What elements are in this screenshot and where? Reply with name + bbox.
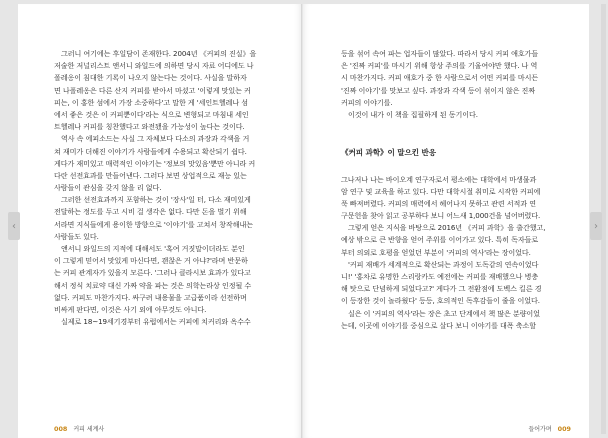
text-line: 없다. 커피도 마찬가지다. 싸구려 내용물을 고급품이라 선전하며 xyxy=(54,292,247,302)
text-line: 부터 의외로 호평을 얻었던 부분이 '커피의 역사'라는 장이었다. xyxy=(341,247,531,257)
text-line: 는데, 이곳에 이야기를 중심으로 살다 보니 이야기를 대폭 축소할 xyxy=(341,320,536,330)
text-line: 다란 선전효과를 만들어낸다. 그러다 보면 상업적으로 재능 있는 xyxy=(54,170,247,180)
text-line: 피는, 이 홍한 섬에서 가장 소중하다'고 말한 게 '세인트헬레나 섬 xyxy=(54,97,249,107)
text-line: 그러한 선전효과까지 포함하는 것이 '장사'일 터, 다소 재미있게 xyxy=(61,195,251,205)
text-line: 그렇게 얻은 지식을 바탕으로 2016년 《커피 과학》을 출간했고, xyxy=(348,223,546,233)
text-line: 해서 정식 치료약 대신 가짜 약을 파는 것은 의학는라상 인정될 수 xyxy=(54,280,252,290)
text-line: 에서 좋은 것은 이 커피뿐이다'라는 식으로 변형되고 마침내 세인 xyxy=(54,109,249,119)
text-line: 전달하는 정도를 두고 시비 걸 생각은 없다. 다만 돈을 벌기 위해 xyxy=(54,207,247,217)
chevron-right-icon: › xyxy=(594,220,598,232)
text-line: 비싸게 판다면, 이것은 사기 외에 아무것도 아니다. xyxy=(54,304,207,314)
text-line: 그러니 여기에는 후일담이 존재한다. 2004년 《커피의 진실》을 xyxy=(61,49,257,58)
text-line: 해 탓으로 단념하게 되었다고?' 게다가 그 전환점에 도벡스 킬른 경 xyxy=(341,284,542,294)
right-folio xyxy=(528,424,571,433)
text-line: '커피 재배가 세계적으로 확산되는 과정이 도독같의 연속이었다 xyxy=(348,259,539,269)
text-line: 서라면 지식들에게 용이한 방향으로 '이야기'를 고쳐서 창작해내는 xyxy=(54,219,253,229)
text-line: 쳐 재미가 더해진 이야기가 사람들에게 수용되고 확산되기 쉽다. xyxy=(54,146,247,156)
text-line: 구문헌을 찾아 읽고 공부하다 보니 어느새 1,000건을 넘어버렸다. xyxy=(341,211,541,221)
text-line: 실제로 18~19세기경부터 유럽에서는 커피에 치커리와 옥수수 xyxy=(61,317,251,327)
text-line: 사람들도 있다. xyxy=(54,231,99,241)
text-line: 저술한 저널리스트 앤서니 와일드에 의하면 당시 자료 어디에도 나 xyxy=(54,61,254,71)
text-line: 는 커피 관계자가 있을지 모른다. '그러나 클라시보 효과가 있다고 xyxy=(54,268,251,278)
text-line: 이 등장한 것이 놀라웠다' 등등, 호의적인 독후감들이 줄을 이었다. xyxy=(341,296,540,306)
text-line: 등을 섞어 속여 파는 업자들이 많았다. 따라서 당시 커피 애호가들 xyxy=(341,49,539,58)
left-page xyxy=(18,4,302,438)
running-title-right: 들어가며 xyxy=(528,426,552,433)
text-line: 커피의 이야기를. xyxy=(341,97,393,107)
text-line: 이 그렇게 믿어서 맛있게 마신다면, 괜찮은 거 아냐?'라며 반문하 xyxy=(54,256,248,266)
text-line: 사람들이 관심을 갖지 않을 리 없다. xyxy=(54,183,162,193)
text-line: 폴레옹이 침대한 기록이 나오지 않는다는 것이다. 사실을 말하자 xyxy=(54,73,247,83)
left-page-body xyxy=(54,48,280,328)
chevron-left-icon: ‹ xyxy=(12,220,16,232)
text-line: 시 마찬가지다. 커피 애호가 중 한 사람으로서 어떤 커피를 마시든 xyxy=(341,73,539,83)
section-heading: 《커피 과학》이 말으킨 반응 xyxy=(341,148,436,158)
text-line: '진짜 이야기'를 맛보고 싶다. 과장과 각색 등이 섞이지 않은 진짜 xyxy=(341,85,536,95)
text-line: 앤서니 와일드의 지적에 대해서도 '혹여 거짓말이더라도 분인 xyxy=(61,244,245,253)
next-page-button[interactable] xyxy=(590,212,602,240)
text-line: 암 연구 및 교육을 하고 있다. 다만 대학시절 취미로 시작한 커피에 xyxy=(341,186,541,196)
text-line: 역사 속 에피소드는 사실 그 자체보다 다소의 과장과 각색을 거 xyxy=(61,134,250,144)
text-line: 니!' '홍차로 유명한 스리랑카도 예전에는 커피를 재배했으나 병충 xyxy=(341,272,539,281)
text-line: 푹 빠져버렸다. 커피의 매력에서 헤어나지 못하고 관련 서적과 연 xyxy=(341,198,536,208)
page-number-right: 009 xyxy=(557,424,571,433)
text-line: 면 나폴레옹은 다른 산지 커피를 받아서 마셨고 '이렇게 맛있는 커 xyxy=(54,85,251,95)
text-line: 그나저나 나는 바이오계 연구자로서 평소에는 대학에서 마생물과 xyxy=(341,174,537,184)
text-line: 이것이 내가 이 책을 집필하게 된 동기이다. xyxy=(348,109,478,119)
text-line: 실은 이 '커피의 역사'라는 장은 초고 단계에서 책 많은 분량이었 xyxy=(348,308,540,318)
text-line: 은 '진짜 커피'를 마시기 위해 항상 주의를 기울여야만 했다. 나 역 xyxy=(341,61,538,71)
page-number-left: 008 xyxy=(54,424,68,433)
text-line: 게다가 재미있고 매력적인 이야기는 '정보의 맛있음'뿐만 아니라 커 xyxy=(54,158,256,168)
left-folio xyxy=(54,424,104,433)
text-line: 트헬레나 커피를 칭찬했다고 와전됐을 가능성이 높다는 것이다. xyxy=(54,122,245,132)
text-line: 예상 밖으로 큰 반향을 얻어 주위를 이어가고 있다. 특히 독자들로 xyxy=(341,235,539,245)
prev-page-button[interactable] xyxy=(8,212,20,240)
right-page xyxy=(303,4,589,438)
running-title-left: 커피 세계사 xyxy=(73,426,105,433)
right-page-body xyxy=(341,48,569,332)
